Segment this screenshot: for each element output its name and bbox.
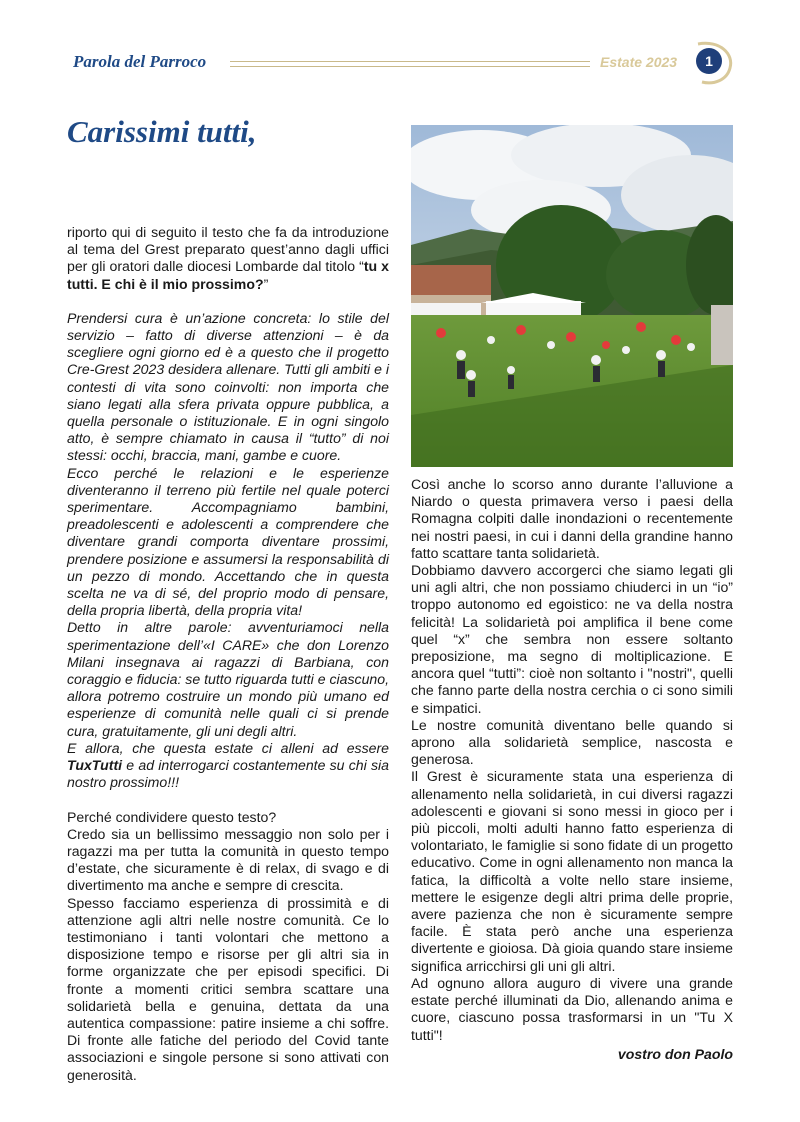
body-paragraph-2: Credo sia un bellissimo messaggio non solo per i ragazzi ma per tutta la comunità in questo tempo d’estate, che sicuramente è di relax, di svago e di divertimento ma anche e sempre di crescita. [67, 825, 389, 894]
page-number-badge: 1 [696, 48, 722, 74]
left-column [67, 224, 389, 1084]
right-column [411, 476, 733, 1063]
quote-paragraph-3: Detto in altre parole: avventuriamoci nella sperimentazione dell’«I CARE» che don Lorenzo Milani insegnava ai ragazzi di Barbiana, con coraggio e fiducia: se tutto riguarda tutti e ciascuno, allora potremo costruire un mondo più umano ed esperienze di comunità nelle quali ci si prende cura, gratuitamente, gli uni degli altri. [67, 619, 389, 739]
intro-title: tu x tutti. E chi è il mio prossimo? [67, 258, 389, 292]
right-paragraph-2: Dobbiamo davvero accorgerci che siamo legati gli uni agli altri, che non possiamo chiuderci in un “io” troppo autonomo ed egoistico: ne va della nostra felicità! La solidarietà poi amplifica il bene come quel “x” che sembra non essere soltanto preposizione, ma segno di moltiplicazione. E ancora quel “tutti”: cioè non soltanto i "nostri", quelli che fanno parte della nostra cerchia o ci sono simili e simpatici. [411, 562, 733, 716]
section-title: Parola del Parroco [73, 52, 207, 71]
quote-paragraph-1: Prendersi cura è un’azione concreta: lo stile del servizio – fatto di diverse attenzioni – è da scegliere ogni giorno ed è a questo che il progetto Cre-Grest 2023 desidera allenare. Tutti gli ambiti e i contesti di vita sono coinvolti: non importa che siano legati alla sfera privata oppure pubblica, a quella personale o istituzionale. E in ogni singolo atto, è sempre chiamato in causa il “tutto” di noi stessi: occhi, braccia, mani, gambe e cuore. [67, 309, 389, 464]
quote-text-a: E allora, che questa estate ci alleni ad essere [67, 739, 389, 756]
intro-paragraph [67, 224, 389, 293]
issue-label: Estate 2023 [600, 54, 678, 70]
body-paragraph-3: Spesso facciamo esperienza di prossimità e di attenzione agli altri nelle nostre comunità. Ce lo testimoniano i tanti volontari che mettono a disposizione tempo e risorse per gli altri sia in forme organizzate che per episodi specifici. Di fronte a momenti critici sembra scattare una solidarietà bella e genuina, dettata da una autentica compassione: patire insieme a chi soffre. Di fronte alle fatiche del periodo del Covid tante associazioni e singole persone si sono attivati con generosità. [67, 894, 389, 1083]
quote-text-bold: TuxTutti [67, 757, 123, 774]
page-header [0, 0, 800, 110]
header-rule-bottom [230, 66, 590, 67]
intro-text: riporto qui di seguito il testo che fa da introduzione al tema del Grest preparato quest’anno dagli uffici per gli oratori dalle diocesi Lombarde dal titolo “ [67, 224, 389, 275]
quote-text-c: e ad interrogarci costantemente su chi sia nostro prossimo!!! [67, 757, 389, 791]
grest-photo [411, 125, 733, 467]
quote-paragraph-4 [67, 740, 389, 792]
right-paragraph-5: Ad ognuno allora auguro di vivere una grande estate perché illuminati da Dio, allenando anima e cuore, ciascuno possa trasformarsi in un "Tu X tutti"! [411, 974, 733, 1043]
body-paragraph-1: Perché condividere questo testo? [67, 808, 277, 825]
page-title: Carissimi tutti, [67, 114, 257, 149]
intro-close: ” [263, 275, 269, 292]
signature: vostro don Paolo [617, 1045, 733, 1062]
header-rule-top [230, 61, 590, 62]
right-paragraph-3: Le nostre comunità diventano belle quando si aprono alla solidarietà semplice, nascosta e generosa. [411, 716, 733, 768]
right-paragraph-4: Il Grest è sicuramente stata una esperienza di allenamento nella solidarietà, in cui diversi ragazzi adolescenti e giovani si sono messi in gioco per i più piccoli, molti adulti hanno fatto esperienza di volontariato, le famiglie si sono fidate di un progetto educativo. Come in ogni allenamento non manca la fatica, la difficoltà a volte nello stare insieme, mettere le esigenze degli altri prima delle proprie, avere pazienza che non è sicuramente sempre facile. È stata però anche una esperienza divertente e gioiosa. Dà gioia quando stare insieme significa arricchirsi gli uni gli altri. [411, 768, 733, 974]
quote-paragraph-2: Ecco perché le relazioni e le esperienze diventeranno il terreno più fertile nel quale poterci sperimentare. Accompagniamo bambini, preadolescenti e adolescenti a comprendere che diventare grandi comporta diventare prossimi, prendere posizione e assumersi la responsabilità di un pezzo di mondo. Accettando che in questa scelta ne va di sé, del proprio modo di pensare, della propria libertà, della propria vita! [67, 464, 389, 619]
right-paragraph-1: Così anche lo scorso anno durante l’alluvione a Niardo o questa primavera verso i paesi della Romagna colpiti dalle inondazioni o recentemente nei nostri paesi, in cui i danni della grandine hanno fatto scattare tanta solidarietà. [411, 476, 733, 561]
